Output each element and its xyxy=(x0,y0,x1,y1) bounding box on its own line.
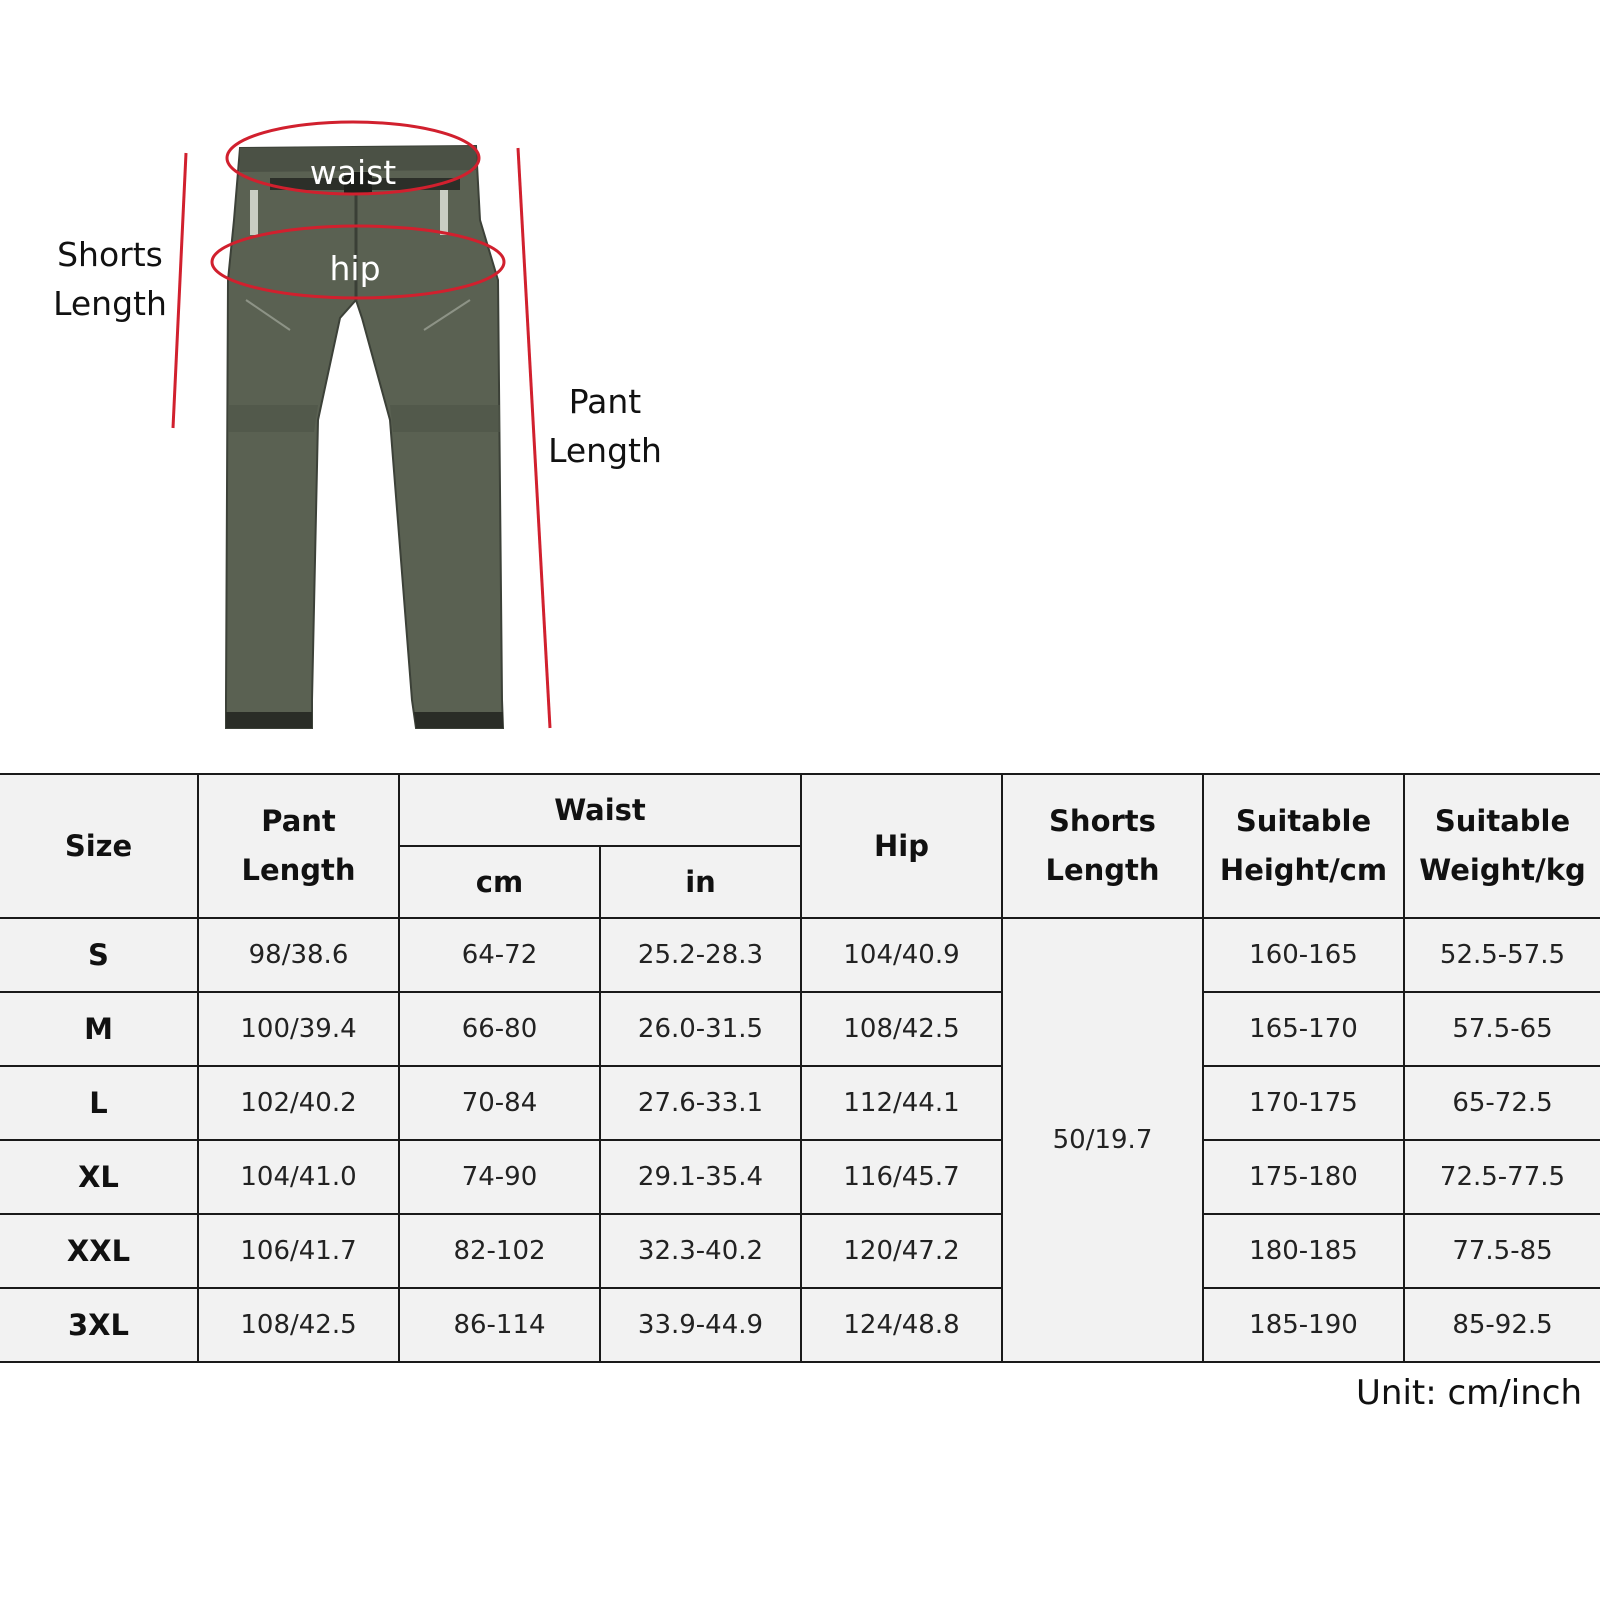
hip-label: hip xyxy=(329,249,381,288)
cell-height: 175-180 xyxy=(1203,1140,1404,1214)
cell-weight: 72.5-77.5 xyxy=(1404,1140,1600,1214)
cell-pant-length: 106/41.7 xyxy=(198,1214,399,1288)
cell-waist-cm: 82-102 xyxy=(399,1214,600,1288)
header-pant-length xyxy=(198,774,399,918)
header-waist-cm: cm xyxy=(399,846,600,918)
cell-height: 180-185 xyxy=(1203,1214,1404,1288)
cell-hip: 112/44.1 xyxy=(801,1066,1002,1140)
cell-waist-in: 33.9-44.9 xyxy=(600,1288,801,1362)
table-row xyxy=(0,918,1600,992)
cell-waist-in: 26.0-31.5 xyxy=(600,992,801,1066)
table-body xyxy=(0,918,1600,1362)
shorts-length-label xyxy=(40,230,180,328)
cell-weight: 52.5-57.5 xyxy=(1404,918,1600,992)
header-height-line1: Suitable xyxy=(1235,804,1372,838)
cell-shorts-length: 50/19.7 xyxy=(1002,918,1203,1362)
cell-pant-length: 108/42.5 xyxy=(198,1288,399,1362)
table-row xyxy=(0,1288,1600,1362)
table-header xyxy=(0,774,1600,918)
header-weight-line1: Suitable xyxy=(1434,804,1571,838)
table-row xyxy=(0,1214,1600,1288)
cell-size: 3XL xyxy=(0,1288,198,1362)
cell-height: 160-165 xyxy=(1203,918,1404,992)
cell-height: 165-170 xyxy=(1203,992,1404,1066)
table-row xyxy=(0,1140,1600,1214)
header-weight-line2: Weight/kg xyxy=(1419,853,1586,887)
pant-length-label-line2: Length xyxy=(548,431,662,470)
cell-weight: 77.5-85 xyxy=(1404,1214,1600,1288)
waist-label: waist xyxy=(309,153,397,192)
cell-waist-cm: 66-80 xyxy=(399,992,600,1066)
header-waist-in: in xyxy=(600,846,801,918)
shorts-length-label-line2: Length xyxy=(53,284,167,323)
cell-hip: 116/45.7 xyxy=(801,1140,1002,1214)
cell-size: M xyxy=(0,992,198,1066)
cell-waist-in: 32.3-40.2 xyxy=(600,1214,801,1288)
cell-hip: 108/42.5 xyxy=(801,992,1002,1066)
cell-size: XL xyxy=(0,1140,198,1214)
pant-length-label-line1: Pant xyxy=(568,382,642,421)
cell-pant-length: 104/41.0 xyxy=(198,1140,399,1214)
header-weight xyxy=(1404,774,1600,918)
cell-weight: 65-72.5 xyxy=(1404,1066,1600,1140)
size-chart-table xyxy=(0,773,1600,1363)
cell-waist-cm: 86-114 xyxy=(399,1288,600,1362)
cell-pant-length: 102/40.2 xyxy=(198,1066,399,1140)
cell-weight: 57.5-65 xyxy=(1404,992,1600,1066)
cell-waist-cm: 64-72 xyxy=(399,918,600,992)
cell-waist-in: 27.6-33.1 xyxy=(600,1066,801,1140)
cell-hip: 104/40.9 xyxy=(801,918,1002,992)
cell-size: S xyxy=(0,918,198,992)
table-row xyxy=(0,1066,1600,1140)
measurement-diagram xyxy=(0,0,700,760)
header-hip: Hip xyxy=(801,774,1002,918)
cell-waist-cm: 74-90 xyxy=(399,1140,600,1214)
header-pant-length-line2: Length xyxy=(241,853,356,887)
cell-size: L xyxy=(0,1066,198,1140)
header-shorts-length-line2: Length xyxy=(1045,853,1160,887)
header-size: Size xyxy=(0,774,198,918)
cell-pant-length: 100/39.4 xyxy=(198,992,399,1066)
header-pant-length-line1: Pant xyxy=(261,804,336,838)
unit-note: Unit: cm/inch xyxy=(1356,1373,1582,1413)
cell-hip: 124/48.8 xyxy=(801,1288,1002,1362)
cell-weight: 85-92.5 xyxy=(1404,1288,1600,1362)
header-shorts-length-line1: Shorts xyxy=(1049,804,1156,838)
header-waist: Waist xyxy=(399,774,801,846)
cell-hip: 120/47.2 xyxy=(801,1214,1002,1288)
cell-pant-length: 98/38.6 xyxy=(198,918,399,992)
cell-size: XXL xyxy=(0,1214,198,1288)
header-shorts-length xyxy=(1002,774,1203,918)
header-height-line2: Height/cm xyxy=(1219,853,1388,887)
cell-height: 185-190 xyxy=(1203,1288,1404,1362)
table-row xyxy=(0,992,1600,1066)
cell-height: 170-175 xyxy=(1203,1066,1404,1140)
cell-waist-in: 25.2-28.3 xyxy=(600,918,801,992)
cell-waist-in: 29.1-35.4 xyxy=(600,1140,801,1214)
pant-length-label xyxy=(535,377,675,475)
shorts-length-label-line1: Shorts xyxy=(57,235,163,274)
cell-waist-cm: 70-84 xyxy=(399,1066,600,1140)
header-height xyxy=(1203,774,1404,918)
